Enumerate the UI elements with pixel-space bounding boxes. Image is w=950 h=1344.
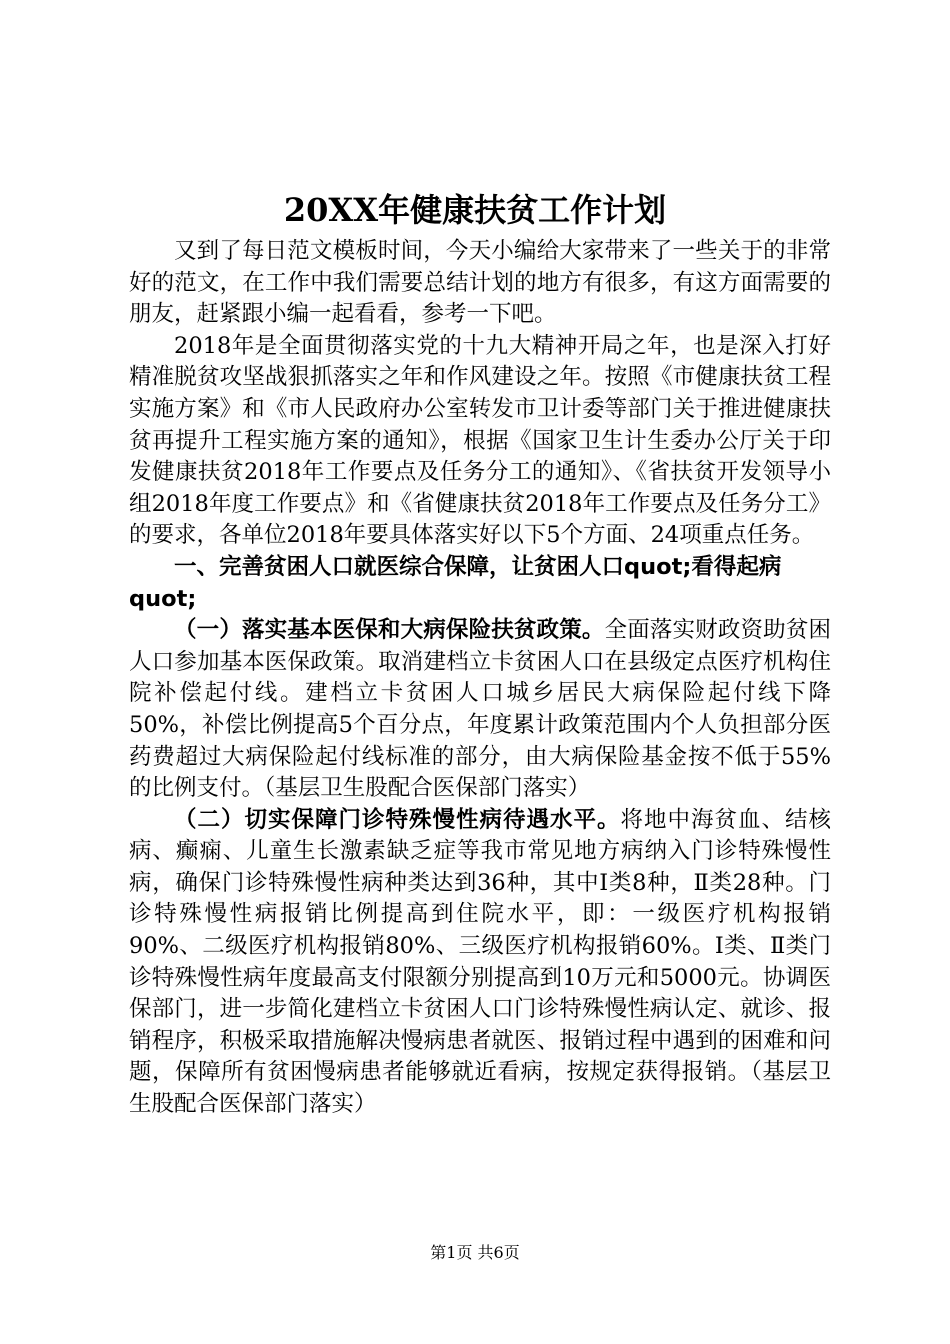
section-heading-1: 一、完善贫困人口就医综合保障，让贫困人口quot;看得起病quot;	[129, 553, 782, 612]
item-2-title: （二）切实保障门诊特殊慢性病待遇水平。	[174, 806, 621, 833]
item-1-paragraph	[129, 615, 831, 805]
document-title: 20XX年健康扶贫工作计划	[283, 191, 667, 229]
item-2-body: 将地中海贫血、结核病、癫痫、儿童生长激素缺乏症等我市常见地方病纳入门诊特殊慢性病，确保门诊特殊慢性病种类达到36种，其中Ⅰ类8种，Ⅱ类28种。门诊特殊慢性病报销比例提高到住院水平，即：一级医疗机构报销90%、二级医疗机构报销80%、三级医疗机构报销60%。Ⅰ类、Ⅱ类门诊特殊慢性病年度最高支付限额分别提高到10万元和5000元。协调医保部门，进一步简化建档立卡贫困人口门诊特殊慢性病认定、就诊、报销程序，积极采取措施解决慢病患者就医、报销过程中遇到的困难和问题，保障所有贫困慢病患者能够就近看病，按规定获得报销。（基层卫生股配合医保部门落实）	[129, 806, 831, 1118]
page-number-footer: 第1页 共6页	[430, 1243, 520, 1262]
item-1-body: 全面落实财政资助贫困人口参加基本医保政策。取消建档立卡贫困人口在县级定点医疗机构住院补偿起付线。建档立卡贫困人口城乡居民大病保险起付线下降50%，补偿比例提高5个百分点，年度累计政策范围内个人负担部分医药费超过大病保险起付线标准的部分，由大病保险基金按不低于55%的比例支付。（基层卫生股配合医保部门落实）	[129, 617, 831, 802]
item-2-paragraph	[129, 805, 831, 1121]
background-paragraph: 2018年是全面贯彻落实党的十九大精神开局之年，也是深入打好精准脱贫攻坚战狠抓落实之年和作风建设之年。按照《市健康扶贫工程实施方案》和《市人民政府办公室转发市卫计委等部门关于推进健康扶贫再提升工程实施方案的通知》，根据《国家卫生计生委办公厅关于印发健康扶贫2018年工作要点及任务分工的通知》、《省扶贫开发领导小组2018年度工作要点》和《省健康扶贫2018年工作要点及任务分工》的要求，各单位2018年要具体落实好以下5个方面、24项重点任务。	[129, 332, 831, 549]
intro-paragraph: 又到了每日范文模板时间，今天小编给大家带来了一些关于的非常好的范文，在工作中我们需要总结计划的地方有很多，有这方面需要的朋友，赶紧跟小编一起看看，参考一下吧。	[129, 238, 831, 328]
item-1-title: （一）落实基本医保和大病保险扶贫政策。	[174, 617, 605, 644]
document-body	[129, 236, 831, 1121]
